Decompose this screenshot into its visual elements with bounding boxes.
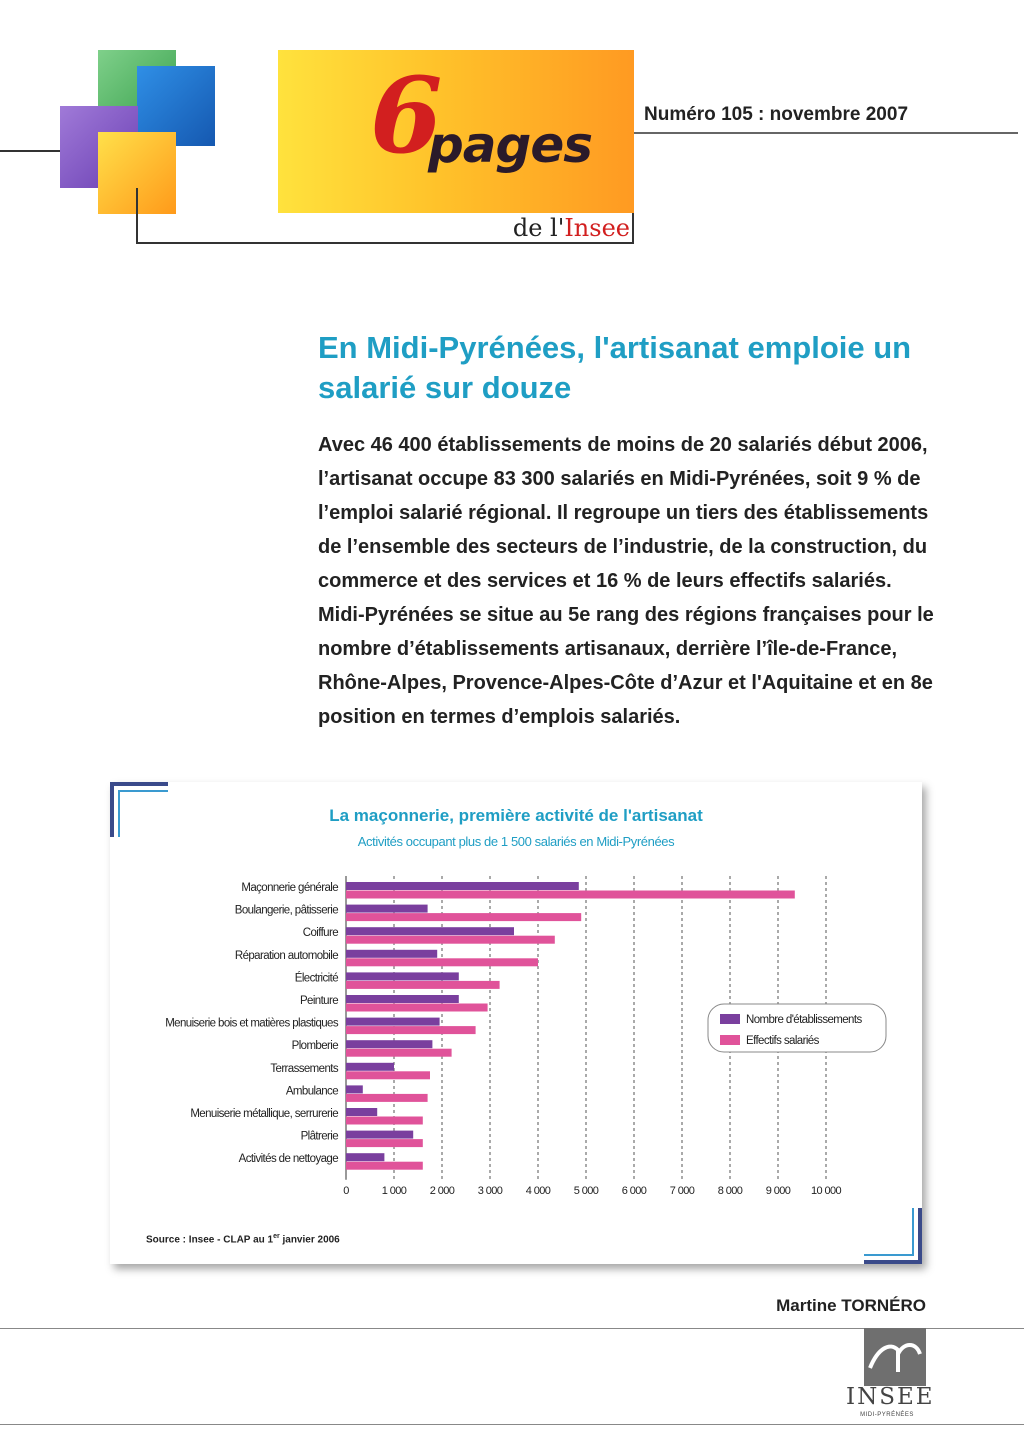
bar-effectifs <box>346 1049 452 1057</box>
logo-word: pages <box>428 116 592 174</box>
x-tick-label: 3 000 <box>477 1184 503 1197</box>
logo-frame-left <box>136 188 138 244</box>
x-tick-label: 0 <box>343 1184 349 1197</box>
bar-etablissements <box>346 1018 440 1026</box>
category-label: Activités de nettoyage <box>238 1153 338 1166</box>
logo-subtitle <box>500 214 630 242</box>
corner-decoration <box>918 1208 922 1264</box>
logo-sub-prefix: de l' <box>512 214 565 242</box>
category-label: Peinture <box>299 995 338 1007</box>
x-tick-label: 7 000 <box>669 1184 695 1197</box>
header-rule-left <box>0 150 62 152</box>
bar-effectifs <box>346 958 538 966</box>
corner-decoration <box>912 1208 914 1256</box>
logo-sub-brand: Insee <box>564 214 630 242</box>
bar-etablissements <box>346 927 514 935</box>
bar-chart <box>110 860 922 1205</box>
category-label: Électricité <box>294 972 338 985</box>
chart-source <box>146 1233 340 1245</box>
six-pages-logo <box>278 50 634 213</box>
x-tick-label: 9 000 <box>765 1184 791 1197</box>
category-label: Plâtrerie <box>300 1130 338 1143</box>
insee-logo-sub: MIDI-PYRÉNÉES <box>860 1412 914 1418</box>
corner-decoration <box>118 790 168 792</box>
bar-etablissements <box>346 1063 394 1071</box>
category-label: Réparation automobile <box>234 949 338 962</box>
article-title: En Midi-Pyrénées, l'artisanat emploie un salarié sur douze <box>318 330 912 405</box>
category-label: Terrassements <box>270 1062 338 1075</box>
footer-rule-bottom <box>0 1424 1024 1425</box>
x-tick-label: 2 000 <box>429 1184 455 1197</box>
bar-etablissements <box>346 905 428 913</box>
legend-swatch <box>720 1014 740 1024</box>
insee-logo-name: INSEE <box>846 1384 935 1410</box>
bar-effectifs <box>346 1117 423 1125</box>
bar-effectifs <box>346 1139 423 1147</box>
bar-etablissements <box>346 1108 377 1116</box>
insee-logo <box>846 1328 935 1422</box>
source-suffix: janvier 2006 <box>279 1234 340 1246</box>
bar-effectifs <box>346 981 500 989</box>
bar-etablissements <box>346 1040 432 1048</box>
category-label: Ambulance <box>285 1085 338 1098</box>
insee-mark-icon <box>864 1328 926 1386</box>
bar-etablissements <box>346 995 459 1003</box>
bar-effectifs <box>346 1071 430 1079</box>
bar-effectifs <box>346 936 555 944</box>
source-prefix: Source : Insee - CLAP au 1 <box>146 1234 274 1246</box>
chart-subtitle: Activités occupant plus de 1 500 salariés en Midi-Pyrénées <box>357 834 675 849</box>
legend-swatch <box>720 1035 740 1045</box>
x-tick-label: 10 000 <box>810 1184 842 1197</box>
legend-label: Effectifs salariés <box>746 1035 819 1047</box>
chart-title: La maçonnerie, première activité de l'artisanat <box>329 806 703 825</box>
corner-decoration <box>864 1254 914 1256</box>
x-tick-label: 4 000 <box>525 1184 551 1197</box>
source-sup: er <box>273 1233 280 1240</box>
x-tick-label: 5 000 <box>573 1184 599 1197</box>
bar-effectifs <box>346 891 795 899</box>
bar-effectifs <box>346 1094 428 1102</box>
bar-effectifs <box>346 1026 476 1034</box>
bar-effectifs <box>346 1162 423 1170</box>
bar-etablissements <box>346 972 459 980</box>
logo-number: 6 <box>370 54 443 177</box>
category-label: Menuiserie métallique, serrurerie <box>190 1108 338 1120</box>
logo-frame-right <box>632 213 634 244</box>
bar-etablissements <box>346 1085 363 1093</box>
header-rule-right <box>634 132 1018 134</box>
category-label: Coiffure <box>302 927 338 940</box>
x-tick-label: 1 000 <box>381 1184 407 1197</box>
category-label: Plomberie <box>291 1040 338 1053</box>
bar-etablissements <box>346 1131 413 1139</box>
bar-effectifs <box>346 913 581 921</box>
corner-decoration <box>110 782 168 786</box>
category-label: Menuiserie bois et matières plastiques <box>165 1017 338 1030</box>
bar-etablissements <box>346 882 579 890</box>
x-tick-label: 8 000 <box>717 1184 743 1197</box>
issue-number: Numéro 105 : novembre 2007 <box>644 104 909 125</box>
bar-etablissements <box>346 1153 384 1161</box>
corner-decoration <box>864 1260 922 1264</box>
category-label: Boulangerie, pâtisserie <box>234 904 338 917</box>
legend-label: Nombre d'établissements <box>746 1014 862 1026</box>
bar-etablissements <box>346 950 437 958</box>
logo-frame-bottom <box>136 242 634 244</box>
x-tick-label: 6 000 <box>621 1184 647 1197</box>
author-name: Martine TORNÉRO <box>776 1296 926 1315</box>
category-label: Maçonnerie générale <box>241 882 338 894</box>
article-intro: Avec 46 400 établissements de moins de 20 salariés début 2006, l’artisanat occupe 83 300 salariés en Midi-Pyrénées, soit 9 % de l’emploi salarié régional. Il regroupe un tiers des établissements de l’ensemble des secteurs de l’industrie, de la construction, du commerce et des services et 16 % de leurs effectifs salariés. Midi-Pyrénées se situe au 5e rang des régions françaises pour le nombre d’établissements artisanaux, derrière l’île-de-France, Rhône-Alpes, Provence-Alpes-Côte d’Azur et l'Aquitaine et en 8e position en termes d’emplois salariés. <box>318 434 934 728</box>
bar-effectifs <box>346 1004 488 1012</box>
